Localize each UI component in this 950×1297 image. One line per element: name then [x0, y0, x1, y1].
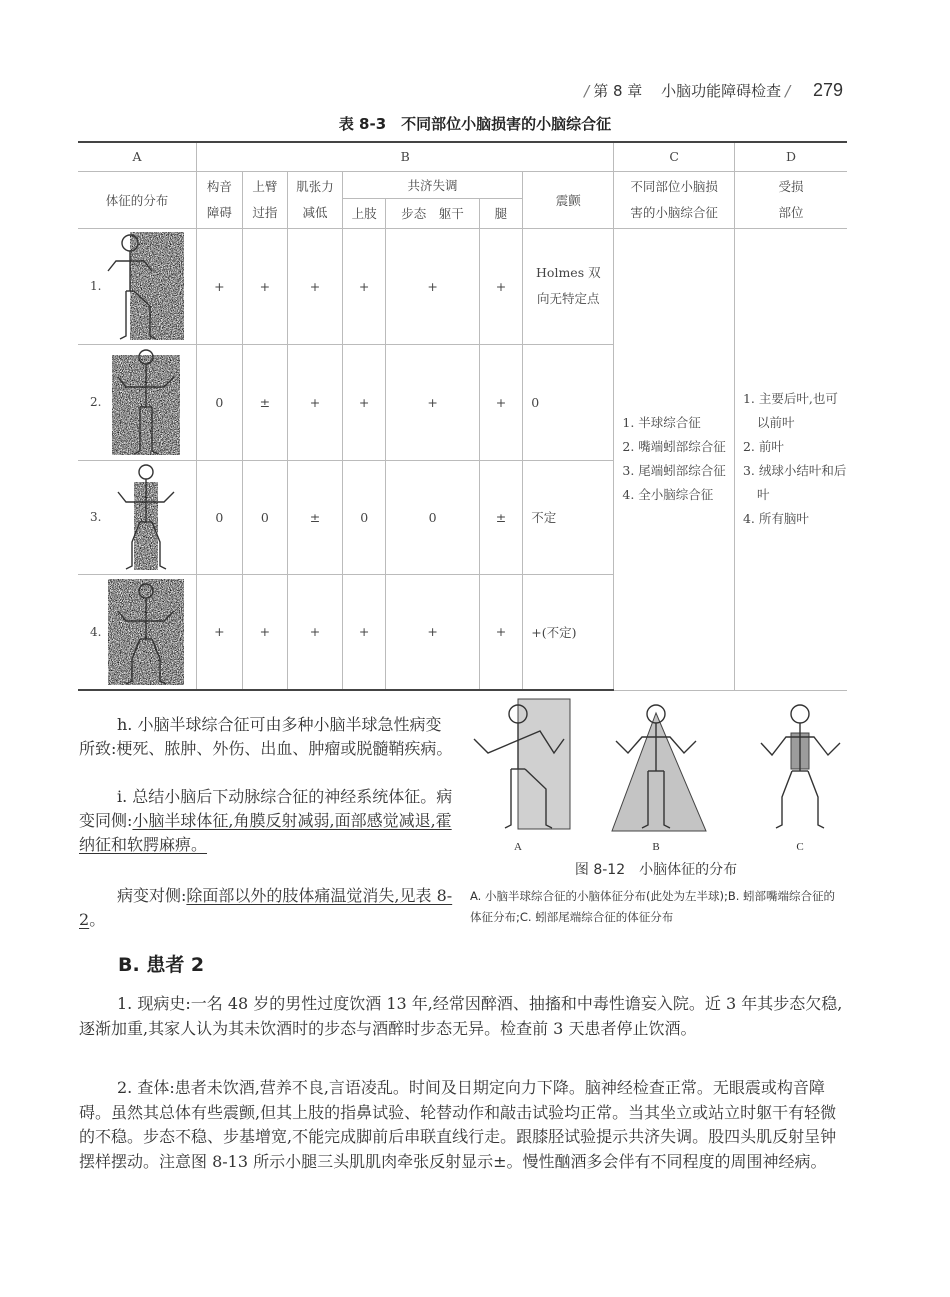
body-figure-whole-cerebellum — [106, 577, 186, 687]
syndrome-list — [614, 228, 735, 690]
paragraph-contralateral: 病变对侧:除面部以外的肢体痛温觉消失,见表 8-2。 — [79, 886, 453, 929]
col-hypotonia: 肌张力 减低 — [288, 171, 343, 228]
paragraph-history: 1. 现病史:一名 48 岁的男性过度饮酒 13 年,经常因醉酒、抽搐和中毒性谵妄入院。近 3 年其步态欠稳,逐渐加重,其家人认为其未饮酒时的步态与酒醉时步态无异。检查前 3 天患者停止饮酒。 — [79, 994, 843, 1038]
cell-leg: + — [479, 344, 523, 460]
col-past-pointing: 上臂 过指 — [242, 171, 288, 228]
cell-gait-trunk: + — [386, 344, 479, 460]
figure-label-c: C — [796, 841, 804, 853]
cell-past-pointing: 0 — [242, 460, 288, 574]
table-row-figure — [78, 574, 197, 690]
cell-upper-limb: + — [342, 574, 386, 690]
col-tremor: 震颤 — [523, 171, 614, 228]
section-heading: B. 患者 2 — [118, 954, 205, 976]
body-figure-hemisphere — [106, 231, 186, 341]
running-header: / 第 8 章 小脑功能障碍检查 / 279 — [584, 80, 843, 100]
cell-leg: + — [479, 574, 523, 690]
cell-leg: + — [479, 228, 523, 344]
syndrome-item: 1. 半球综合征 — [622, 415, 701, 430]
row-number: 3. — [90, 510, 102, 524]
site-item: 1. 主要后叶,也可以前叶 — [742, 391, 838, 430]
paragraph-exam: 2. 查体:患者未饮酒,营养不良,言语凌乱。时间及日期定向力下降。脑神经检查正常。无眼震或构音障碍。虽然其总体有些震颤,但其上肢的指鼻试验、轮替动作和敲击试验均正常。当其坐立或站立时躯干有轻微的不稳。步态不稳、步基增宽,不能完成脚前后串联直线行走。跟膝胫试验提示共济失调。股四头肌反射呈钟摆样摆动。注意图 8-13 所示小腿三头肌肌肉牵张反射显示±。慢性酗酒多会伴有不同程度的周围神经病。 — [79, 1078, 837, 1171]
cell-past-pointing: ± — [242, 344, 288, 460]
figure-label-b: B — [652, 841, 660, 853]
cell-dysarthria: + — [197, 574, 243, 690]
group-header-b: B — [197, 142, 614, 171]
col-ataxia: 共济失调 — [342, 171, 522, 198]
paragraph-i: i. 总结小脑后下动脉综合征的神经系统体征。病变同侧:小脑半球体征,角膜反射减弱,面部感觉减退,霍纳征和软腭麻痹。 — [79, 787, 453, 854]
col-syndrome: 不同部位小脑损 害的小脑综合征 — [614, 171, 735, 228]
cell-leg: ± — [479, 460, 523, 574]
cell-upper-limb: + — [342, 344, 386, 460]
page-number: 279 — [812, 80, 843, 100]
row-number: 2. — [90, 395, 102, 409]
cell-gait-trunk: + — [386, 228, 479, 344]
chapter-number: 第 8 章 — [593, 82, 643, 100]
col-ataxia-gait-trunk: 步态 躯干 — [386, 198, 479, 228]
figure-note: A. 小脑半球综合征的小脑体征分布(此处为左半球);B. 蚓部嘴端综合征的体征分布;C. 蚓部尾端综合征的体征分布 — [470, 889, 836, 924]
cell-gait-trunk: 0 — [386, 460, 479, 574]
chapter-title: 小脑功能障碍检查 — [661, 82, 782, 100]
paragraph-h: h. 小脑半球综合征可由多种小脑半球急性病变所致:梗死、脓肿、外伤、出血、肿瘤或脱髓鞘疾病。 — [79, 715, 453, 758]
syndrome-item: 2. 嘴端蚓部综合征 — [622, 439, 726, 454]
cell-dysarthria: 0 — [197, 460, 243, 574]
site-item: 4. 所有脑叶 — [742, 511, 809, 526]
group-header-d: D — [734, 142, 847, 171]
cell-hypotonia: + — [288, 574, 343, 690]
table-row-figure — [78, 460, 197, 574]
cell-tremor: 不定 — [523, 460, 614, 574]
cell-hypotonia: + — [288, 344, 343, 460]
figure-a-hemisphere — [474, 699, 570, 829]
row-number: 1. — [90, 279, 102, 293]
group-header-c: C — [614, 142, 735, 171]
cell-past-pointing: + — [242, 574, 288, 690]
cell-tremor: 0 — [523, 344, 614, 460]
figure-c-caudal-vermis — [761, 705, 840, 828]
body-figure-rostral-vermis — [106, 347, 186, 457]
cell-upper-limb: + — [342, 228, 386, 344]
syndrome-item: 4. 全小脑综合征 — [622, 487, 714, 502]
cell-upper-limb: 0 — [342, 460, 386, 574]
figure-8-12 — [466, 697, 846, 857]
site-item: 2. 前叶 — [742, 439, 784, 454]
figure-label-a: A — [514, 841, 522, 853]
group-header-a: A — [78, 142, 197, 171]
figure-caption: 图 8-12 小脑体征的分布 — [574, 862, 738, 878]
body-figure-caudal-vermis — [106, 462, 186, 572]
col-ataxia-leg: 腿 — [479, 198, 523, 228]
cell-dysarthria: 0 — [197, 344, 243, 460]
ipsilateral-signs: 小脑半球体征,角膜反射减弱,面部感觉减退,霍纳征和软腭麻痹。 — [79, 811, 452, 854]
table-row-figure — [78, 344, 197, 460]
cell-tremor: Holmes 双向无特定点 — [523, 228, 614, 344]
syndrome-table — [78, 141, 847, 691]
table-title: 表 8-3 不同部位小脑损害的小脑综合征 — [338, 115, 612, 133]
cell-dysarthria: + — [197, 228, 243, 344]
syndrome-item: 3. 尾端蚓部综合征 — [622, 463, 726, 478]
site-list — [734, 228, 847, 690]
table-row-figure — [78, 228, 197, 344]
cell-hypotonia: + — [288, 228, 343, 344]
row-number: 4. — [90, 624, 102, 639]
cell-past-pointing: + — [242, 228, 288, 344]
figure-b-rostral-vermis — [612, 705, 706, 831]
contralateral-signs: 除面部以外的肢体痛温觉消失,见表 8-2 — [79, 886, 453, 929]
site-item: 3. 绒球小结叶和后叶 — [742, 463, 847, 502]
col-sign-distribution: 体征的分布 — [78, 171, 197, 228]
col-site: 受损 部位 — [734, 171, 847, 228]
cell-tremor: +(不定) — [523, 574, 614, 690]
cell-hypotonia: ± — [288, 460, 343, 574]
col-ataxia-upper-limb: 上肢 — [342, 198, 386, 228]
cell-gait-trunk: + — [386, 574, 479, 690]
col-dysarthria: 构音 障碍 — [197, 171, 243, 228]
